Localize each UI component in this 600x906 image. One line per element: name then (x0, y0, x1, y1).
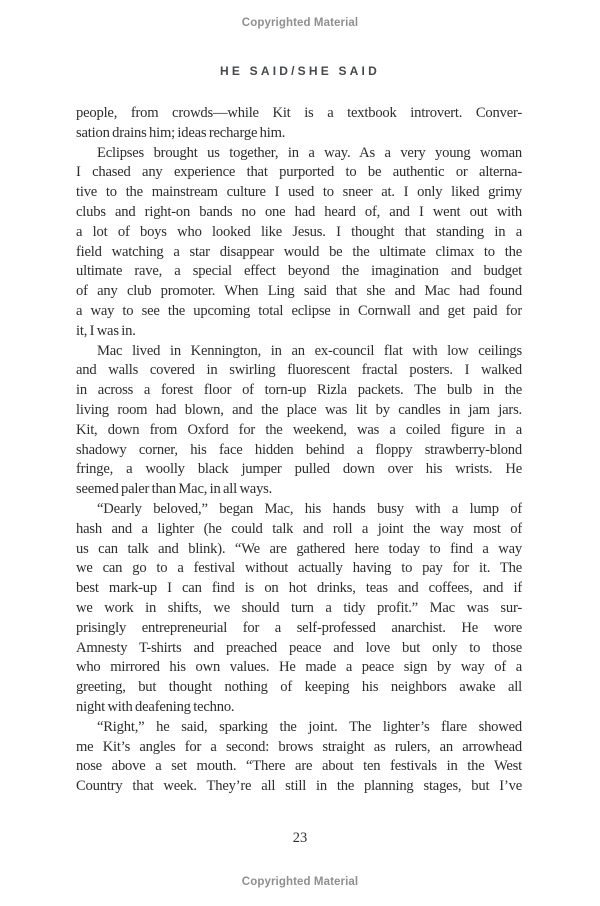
text-line: a lot of boys who looked like Jesus. I thought that standing in a (76, 223, 522, 240)
text-line: in across a forest floor of torn-up Rizla packets. The bulb in the (76, 382, 522, 399)
text-line: and walls covered in swirling fluorescent fractal posters. I walked (76, 362, 522, 379)
text-line: Kit, down from Oxford for the weekend, was a coiled figure in a (76, 421, 522, 438)
text-line: Country that week. They’re all still in the planning stages, but I’ve (76, 778, 522, 795)
text-line: “Right,” he said, sparking the joint. The lighter’s flare showed (97, 718, 522, 735)
text-line: we work in shifts, we should turn a tidy profit.” Mac was sur- (76, 599, 522, 616)
text-line: hash and a lighter (he could talk and roll a joint the way most of (76, 520, 522, 537)
page-number: 23 (292, 830, 308, 846)
text-line: shadowy corner, his face hidden behind a floppy strawberry-blond (76, 441, 522, 458)
text-line: me Kit’s angles for a second: brows straight as rulers, an arrowhead (76, 738, 522, 755)
text-line: best mark-up I can find is on hot drinks, teas and coffees, and if (76, 580, 522, 597)
text-line: prisingly entrepreneurial for a self-professed anarchist. He wore (76, 619, 522, 636)
text-line: Mac lived in Kennington, in an ex-council flat with low ceilings (97, 342, 522, 359)
text-line: “Dearly beloved,” began Mac, his hands busy with a lump of (97, 500, 522, 517)
text-line: Eclipses brought us together, in a way. As a very young woman (97, 144, 522, 161)
text-line: Amnesty T-shirts and preached peace and love but only to those (76, 639, 522, 656)
text-line: who mirrored his own values. He made a peace sign by way of a (76, 659, 522, 676)
copyright-banner-bottom: Copyrighted Material (241, 876, 359, 888)
text-line: I chased any experience that purported to be authentic or alterna- (76, 164, 522, 181)
text-line: a way to see the upcoming total eclipse in Cornwall and get paid for (76, 302, 522, 319)
text-line: fringe, a woolly black jumper pulled down over his wrists. He (76, 461, 522, 478)
text-line: seemed paler than Mac, in all ways. (76, 481, 273, 498)
text-line: tive to the mainstream culture I used to sneer at. I only liked grimy (76, 184, 522, 201)
text-line: greeting, but thought nothing of keeping his neighbors awake all (76, 679, 522, 696)
text-line: night with deafening techno. (76, 698, 235, 715)
text-line: it, I was in. (76, 322, 136, 339)
text-line: field watching a star disappear would be the ultimate climax to the (76, 243, 522, 260)
text-line: us can talk and blink). “We are gathered here today to find a way (76, 540, 522, 557)
text-line: nose above a set mouth. “There are about ten festivals in the West (76, 758, 522, 775)
page-body-text (76, 104, 522, 797)
copyright-banner-top: Copyrighted Material (241, 17, 359, 29)
text-line: ultimate rave, a special effect beyond the imagination and budget (76, 263, 522, 280)
text-line: living room had blown, and the place was lit by candles in jam jars. (76, 401, 522, 418)
text-line: of any club promoter. When Ling said that she and Mac had found (76, 283, 522, 300)
running-head-title: HE SAID/SHE SAID (220, 64, 380, 78)
text-line: clubs and right-on bands no one had heard of, and I went out with (76, 203, 522, 220)
text-line: sation drains him; ideas recharge him. (76, 124, 286, 141)
text-line: people, from crowds—while Kit is a textbook introvert. Conver- (76, 105, 522, 121)
text-line: we can go to a festival without actually having to pay for it. The (76, 560, 522, 577)
